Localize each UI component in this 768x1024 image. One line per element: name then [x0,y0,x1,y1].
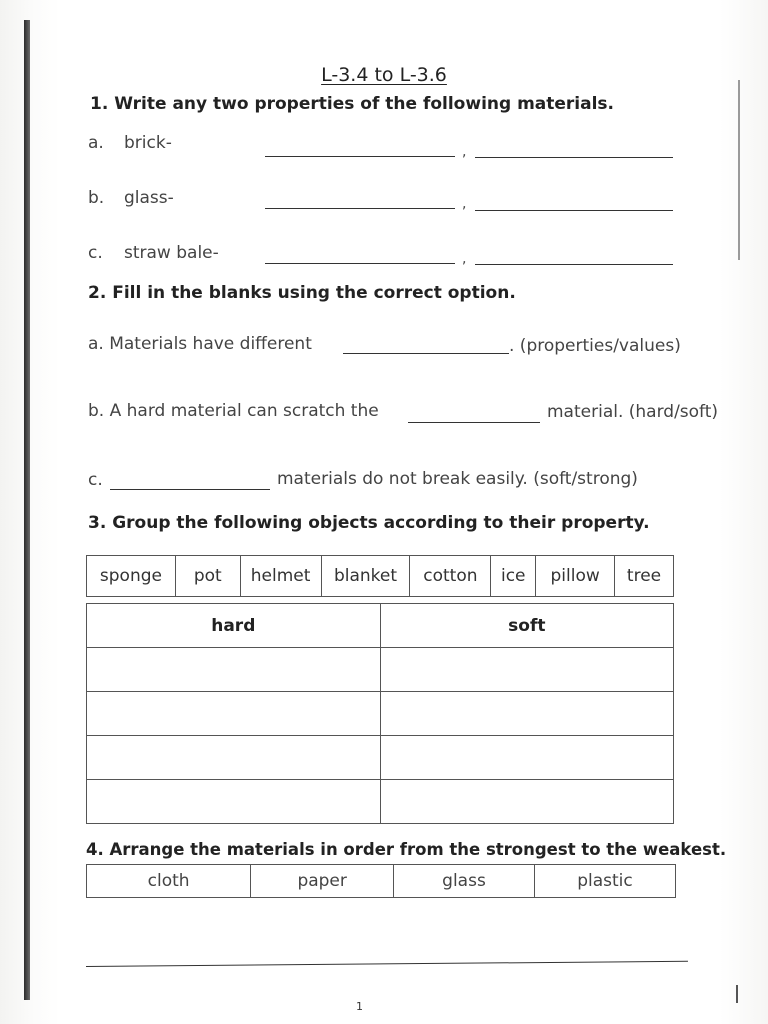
soft-answer-cell[interactable] [380,692,673,736]
object-cell: ice [491,556,536,597]
q1-b-separator: , [462,196,467,212]
object-cell: tree [615,556,674,597]
q3-heading: 3. Group the following objects according to their property. [88,513,650,533]
object-cell: pot [175,556,240,597]
q2-a-after: . (properties/values) [509,336,681,356]
q1-b-blank-1[interactable] [265,208,455,209]
q1-b-text: glass- [124,188,174,208]
material-cell: glass [394,865,535,898]
material-cell: cloth [87,865,251,898]
page-right-edge-mark-bottom [736,985,738,1003]
q2-a-before: a. Materials have different [88,334,312,354]
q1-c-blank-2[interactable] [475,264,673,265]
q2-heading: 2. Fill in the blanks using the correct option. [88,283,516,303]
hard-answer-cell[interactable] [87,648,381,692]
hard-answer-cell[interactable] [87,736,381,780]
q2-c-after: materials do not break easily. (soft/strong) [277,469,638,489]
material-cell: plastic [534,865,675,898]
q2-c-blank[interactable] [110,489,270,490]
q2-b-after: material. (hard/soft) [547,402,719,422]
page-right-edge-mark [738,80,740,260]
q4-answer-line[interactable] [86,961,688,967]
q4-heading: 4. Arrange the materials in order from the strongest to the weakest. [86,840,727,859]
soft-answer-cell[interactable] [380,736,673,780]
q1-a-text: brick- [124,133,172,153]
q1-a-separator: , [462,144,467,160]
page-left-edge-shadow [24,20,30,1000]
column-header-soft: soft [380,604,673,648]
q2-a-blank[interactable] [343,353,509,354]
soft-answer-cell[interactable] [380,780,673,824]
objects-table [86,555,674,597]
q1-c-blank-1[interactable] [265,263,455,264]
q1-c-text: straw bale- [124,243,219,263]
hard-answer-cell[interactable] [87,780,381,824]
object-cell: pillow [536,556,615,597]
q1-heading: 1. Write any two properties of the following materials. [90,94,615,114]
object-cell: helmet [240,556,321,597]
q1-c-separator: , [462,251,467,267]
hard-answer-cell[interactable] [87,692,381,736]
q2-c-before: c. [88,470,103,490]
materials-table [86,864,676,898]
page-number: 1 [356,1000,363,1013]
object-cell: cotton [410,556,491,597]
q1-b-letter: b. [88,188,105,208]
column-header-hard: hard [87,604,381,648]
q2-b-before: b. A hard material can scratch the [88,401,379,421]
q2-b-blank[interactable] [408,422,540,423]
q1-a-blank-1[interactable] [265,156,455,157]
material-cell: paper [251,865,394,898]
worksheet-title: L-3.4 to L-3.6 [321,64,447,86]
q1-c-letter: c. [88,243,103,263]
q1-a-blank-2[interactable] [475,157,673,158]
q1-b-blank-2[interactable] [475,210,673,211]
object-cell: blanket [321,556,410,597]
object-cell: sponge [87,556,176,597]
soft-answer-cell[interactable] [380,648,673,692]
q1-a-letter: a. [88,133,104,153]
grouping-table [86,603,674,824]
